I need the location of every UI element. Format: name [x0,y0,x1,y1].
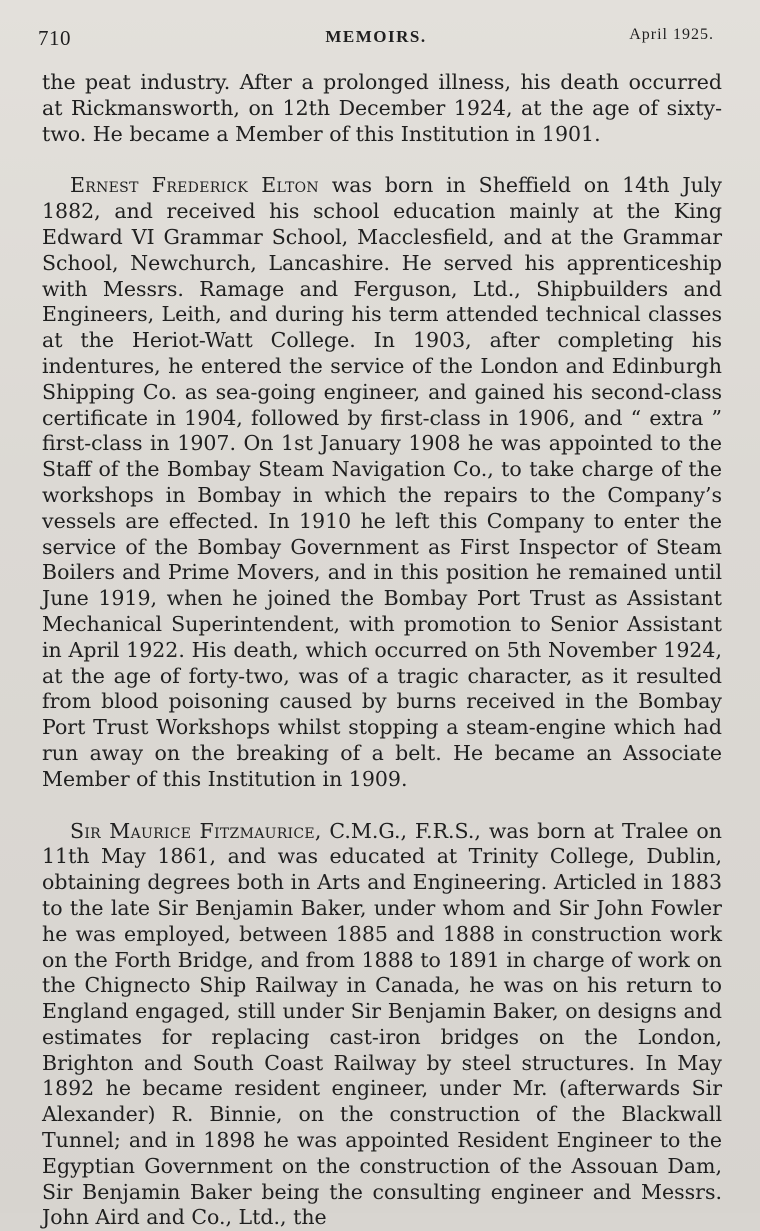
page-number: 710 [38,26,71,50]
memoir-continuation [42,70,722,147]
memoir-name: Sir Maurice Fitzmaurice [70,818,315,843]
memoir-entry [42,173,722,792]
issue-date: April 1925. [629,26,714,43]
page-header [38,18,714,48]
memoir-name: Ernest Frederick Elton [70,173,319,198]
memoir-entry [42,819,722,1231]
paragraph-gap [42,793,722,819]
memoir-text: , C.M.G., F.R.S., was born at Tralee on 11th May 1861, and was educated at Trinity College, Dublin, obtaining degrees both in Arts and Engineering. Articled in 1883 to the late Sir Benjamin Baker, under whom and Sir John Fowler he was employed, between 1885 and 1888 in construction work on the Forth Bridge, and from 1888 to 1891 in charge of work on the Chignecto Ship Railway in Canada, he was on his return to England engaged, still under Sir Benjamin Baker, on designs and estimates for replacing cast-iron bridges on the London, Brighton and South Coast Railway by steel structures. In May 1892 he became resident engineer, under Mr. (afterwards Sir Alexander) R. Binnie, on the construction of the Blackwall Tunnel; and in 1898 he was appointed Resident Engineer to the Egyptian Government on the construction of the Assouan Dam, Sir Benjamin Baker being the consulting engineer and Messrs. John Aird and Co., Ltd., the [42,818,722,1230]
running-title: MEMOIRS. [325,27,427,46]
paragraph-gap [42,147,722,173]
memoir-body [42,70,722,1231]
continuation-text: the peat industry. After a prolonged illness, his death occurred at Rickmansworth, on 12th December 1924, at the age of sixty-two. He became a Member of this Institution in 1901. [42,70,722,146]
memoir-text: was born in Sheffield on 14th July 1882, and received his school education mainly at the King Edward VI Grammar School, Macclesfield, and at the Grammar School, Newchurch, Lancashire. He served his apprenticeship with Messrs. Ramage and Ferguson, Ltd., Shipbuilders and Engineers, Leith, and during his term attended technical classes at the Heriot-Watt College. In 1903, after completing his indentures, he entered the service of the London and Edinburgh Shipping Co. as sea-going engineer, and gained his second-class certificate in 1904, followed by first-class in 1906, and “ extra ” first-class in 1907. On 1st January 1908 he was appointed to the Staff of the Bombay Steam Navigation Co., to take charge of the workshops in Bombay in which the repairs to the Company’s vessels are effected. In 1910 he left this Company to enter the service of the Bombay Government as First Inspector of Steam Boilers and Prime Movers, and in this position he remained until June 1919, when he joined the Bombay Port Trust as Assistant Mechanical Superintendent, with promotion to Senior Assistant in April 1922. His death, which occurred on 5th November 1924, at the age of forty-two, was of a tragic character, as it resulted from blood poisoning caused by burns received in the Bombay Port Trust Workshops whilst stopping a steam-engine which had run away on the breaking of a belt. He became an Associate Member of this Institution in 1909. [42,173,722,791]
